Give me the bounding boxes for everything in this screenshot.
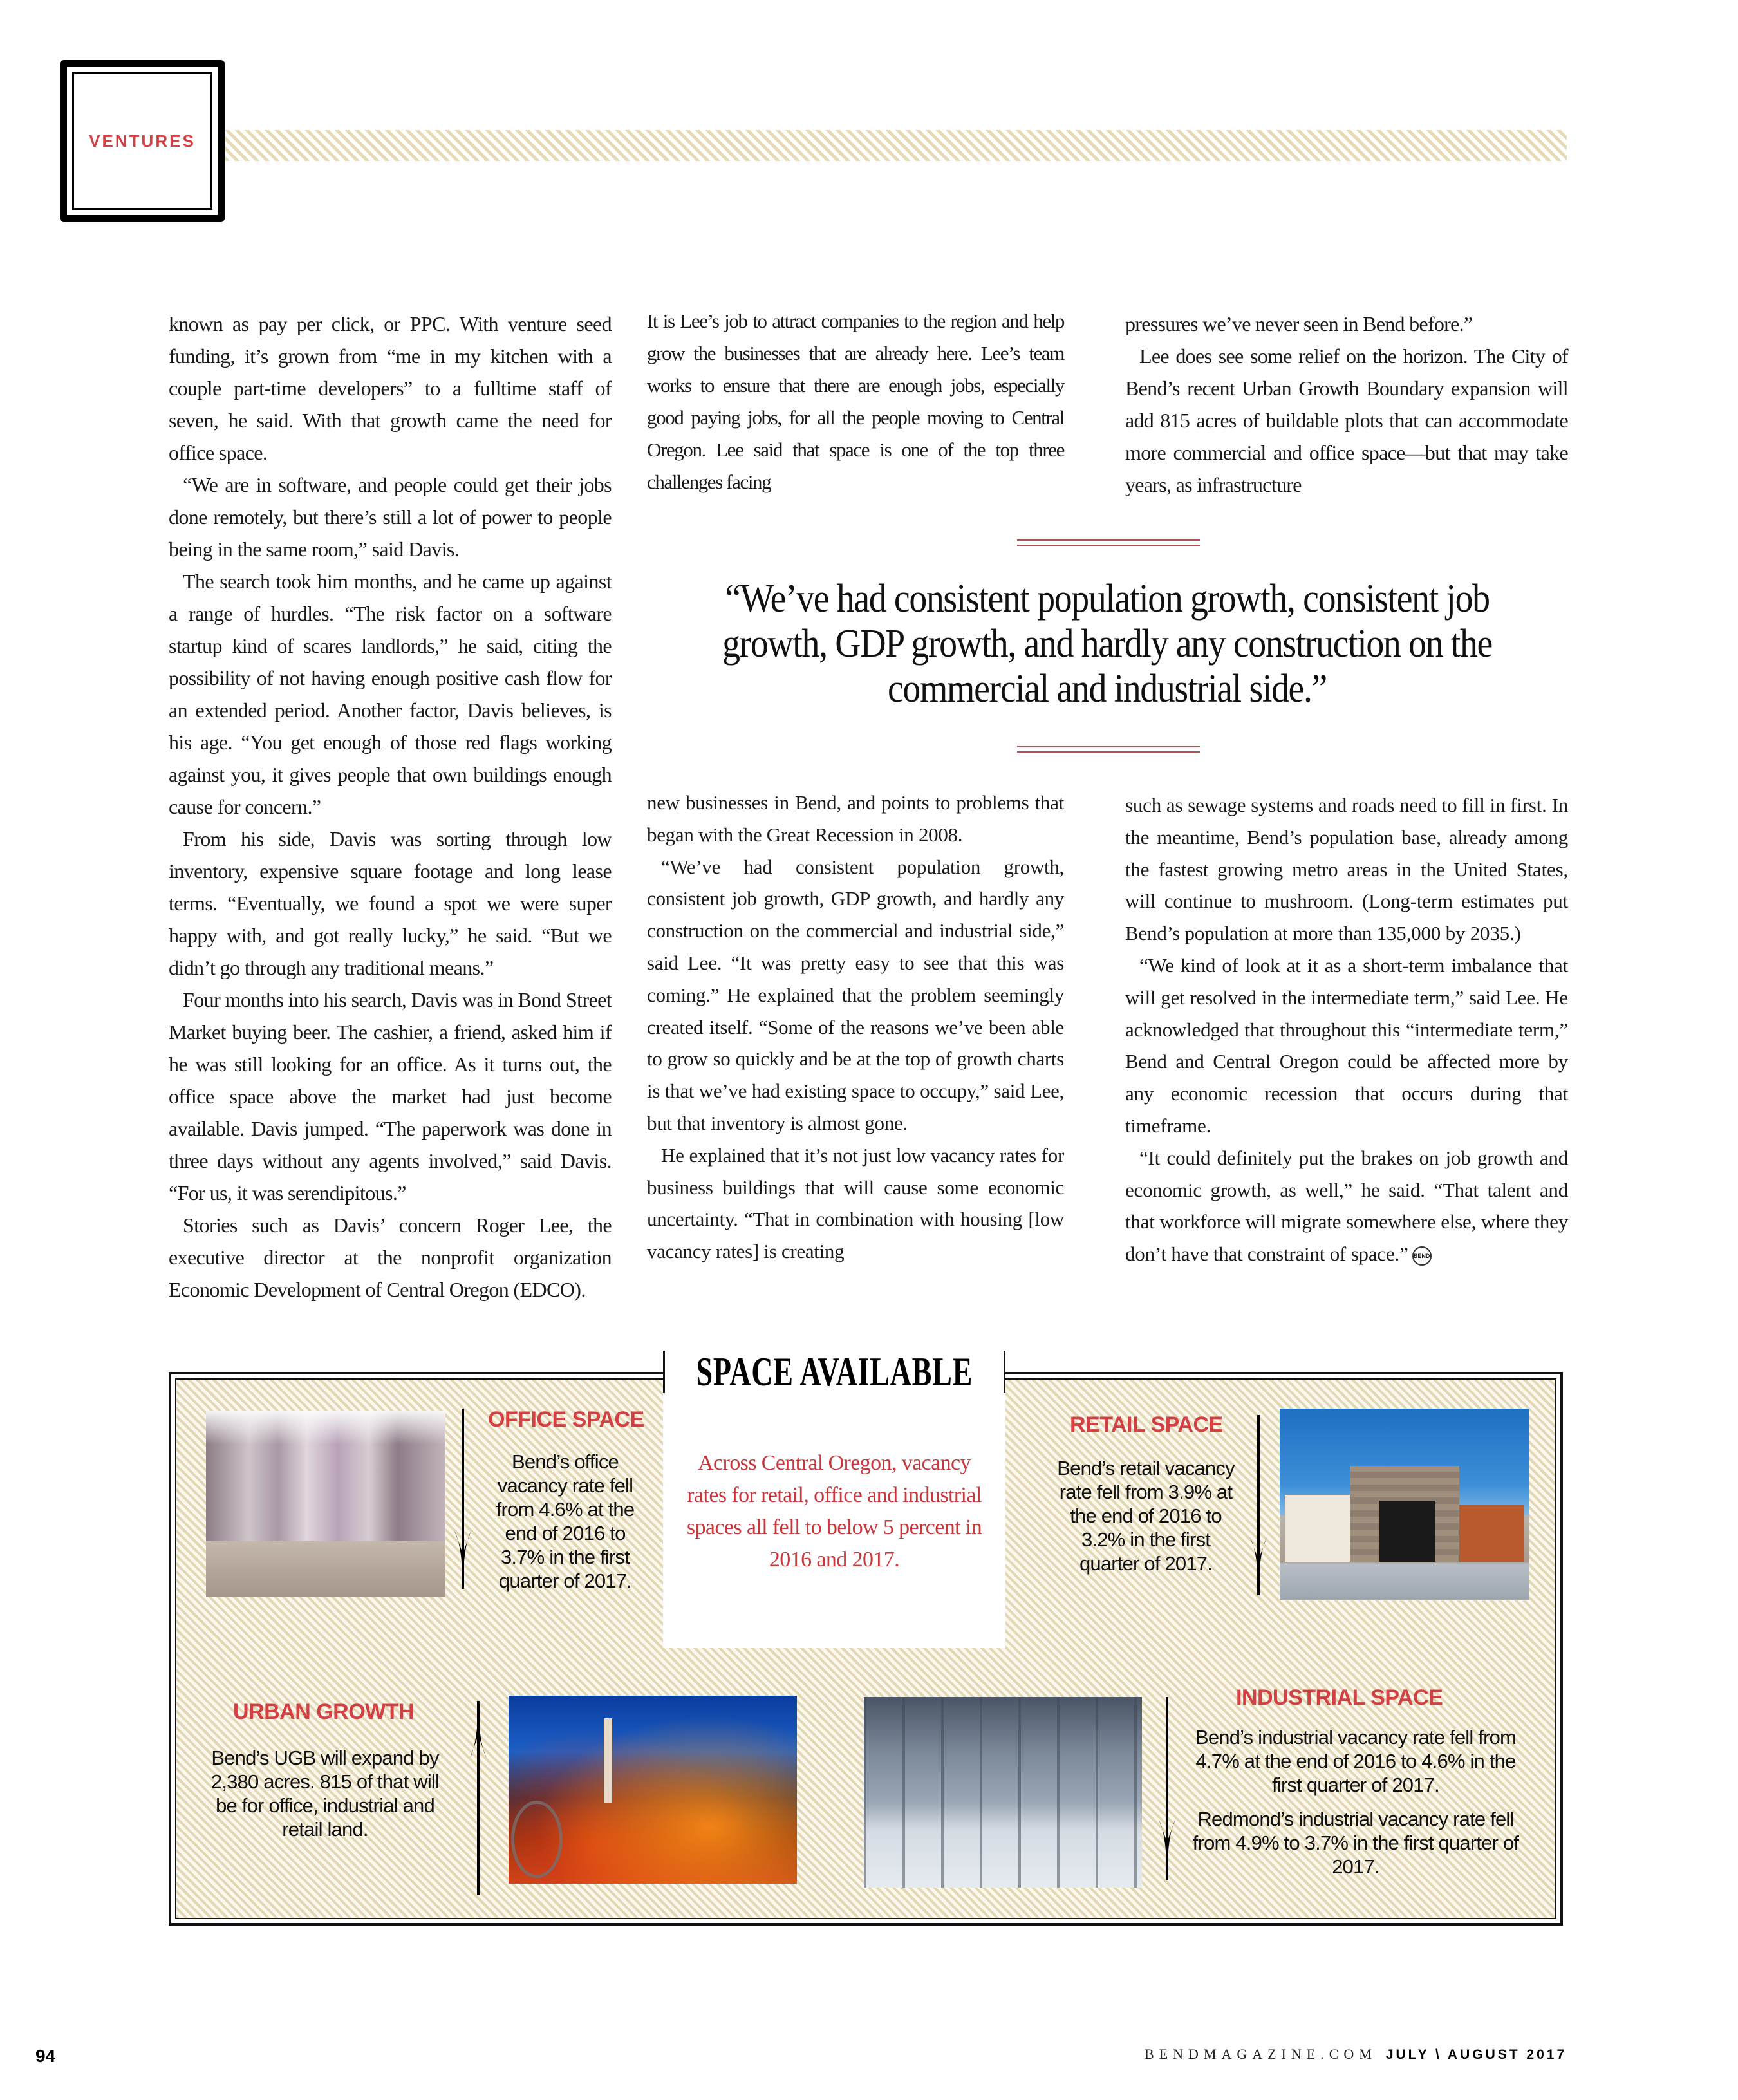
paragraph: Four months into his search, Davis was in Bond Street Market buying beer. The cashier, a friend, asked him if he was still looking for an office. As it turns out, the office space above the market had just become available. Davis jumped. “The paperwork was done in three days without any agents involved,” said Davis. “For us, it was serendipitous.” xyxy=(169,988,612,1205)
paragraph: The search took him months, and he came up against a range of hurdles. “The risk factor on a software startup kind of scares landlords,” he said, citing the possibility of not having enough positive cash flow for an extended period. Another factor, Davis believes, is his age. “You get enough of those red flags working against you, it gives people that own buildings enough cause for concern.” xyxy=(169,570,612,818)
photo-detail xyxy=(604,1718,612,1803)
industrial-space-text xyxy=(1182,1725,1529,1879)
article-column-3-top xyxy=(1125,308,1568,501)
urban-growth-heading: URBAN GROWTH xyxy=(233,1700,415,1724)
paragraph: From his side, Davis was sorting through low inventory, expensive square footage and long lease terms. “Eventually, we found a spot we were super happy with, and got really lucky,” he said. “But we didn’t go through any traditional means.” xyxy=(169,827,612,979)
article-column-2-top xyxy=(647,305,1064,498)
bend-stamp-icon xyxy=(511,1801,563,1878)
paragraph: He explained that it’s not just low vacancy rates for business buildings that will cause some economic uncertainty. “That in combination with housing [low vacancy rates] is creating xyxy=(647,1143,1064,1263)
photo-detail xyxy=(1379,1501,1434,1562)
paragraph: pressures we’ve never seen in Bend before.” xyxy=(1125,312,1473,335)
footer-issue: JULY \ AUGUST 2017 xyxy=(1385,2047,1567,2062)
photo-detail xyxy=(1459,1505,1524,1562)
retail-space-text: Bend’s retail vacancy rate fell from 3.9% at the end of 2016 to 3.2% in the first quarter of 2017. xyxy=(1057,1457,1235,1575)
industrial-space-heading: INDUSTRIAL SPACE xyxy=(1236,1685,1443,1710)
paragraph: such as sewage systems and roads need to fill in first. In the meantime, Bend’s population base, already among the fastest growing metro areas in the United States, will continue to mushroom. (Long-term estimates put Bend’s population at more than 135,000 by 2035.) xyxy=(1125,794,1568,945)
urban-photo xyxy=(509,1696,797,1884)
industrial-redmond-text: Redmond’s industrial vacancy rate fell from 4.9% to 3.7% in the first quarter of 2017. xyxy=(1192,1808,1519,1878)
section-label-inner xyxy=(72,72,212,210)
paragraph-text: “It could definitely put the brakes on job growth and economic growth, as well,” he said. “That talent and that workforce will migrate somewhere else, where they don’t have that constraint of space.” xyxy=(1125,1146,1568,1266)
article-column-2-bottom xyxy=(647,787,1064,1268)
urban-growth-text: Bend’s UGB will expand by 2,380 acres. 815 of that will be for office, industrial and retail land. xyxy=(210,1747,440,1841)
paragraph xyxy=(1125,1142,1568,1270)
paragraph: Lee does see some relief on the horizon. The City of Bend’s recent Urban Growth Boundary expansion will add 815 acres of buildable plots that can accommodate more commercial and office space—but that may take years, as infrastructure xyxy=(1125,344,1568,496)
article-column-1 xyxy=(169,308,612,1306)
office-photo xyxy=(206,1411,445,1597)
arrow-down-icon xyxy=(453,1409,472,1592)
bend-logo-end-mark-icon: BEND xyxy=(1412,1246,1432,1266)
paragraph: new businesses in Bend, and points to problems that began with the Great Recession in 2008. xyxy=(647,791,1064,846)
pullquote-rule-top xyxy=(1017,539,1200,546)
footer-site: BENDMAGAZINE.COM xyxy=(1145,2046,1377,2062)
industrial-photo xyxy=(864,1697,1142,1888)
industrial-bend-text: Bend’s industrial vacancy rate fell from 4.7% at the end of 2016 to 4.6% in the first quarter of 2017. xyxy=(1195,1726,1517,1796)
office-space-heading: OFFICE SPACE xyxy=(488,1407,644,1432)
footer-credit xyxy=(1145,2046,1567,2063)
pullquote: “We’ve had consistent population growth, consistent job growth, GDP growth, and hardly any construction on the commercial and industrial side.” xyxy=(722,577,1492,711)
article-column-3-bottom xyxy=(1125,789,1568,1270)
section-label: VENTURES xyxy=(89,131,196,151)
paragraph: It is Lee’s job to attract companies to the region and help grow the businesses that are already here. Lee’s team works to ensure that there are enough jobs, especially good paying jobs, for all the people moving to Central Oregon. Lee said that space is one of the top three challenges facing xyxy=(647,310,1064,493)
office-space-text: Bend’s office vacancy rate fell from 4.6% at the end of 2016 to 3.7% in the first quarter of 2017. xyxy=(496,1450,635,1592)
retail-photo xyxy=(1280,1409,1529,1600)
retail-space-heading: RETAIL SPACE xyxy=(1070,1412,1223,1437)
header-hatch-band xyxy=(225,130,1567,161)
pullquote-rule-bottom xyxy=(1017,746,1200,753)
page-number: 94 xyxy=(35,2046,56,2066)
paragraph: known as pay per click, or PPC. With venture seed funding, it’s grown from “me in my kitchen with a couple part-time developers” to a fulltime staff of seven, he said. With that growth came the need for office space. xyxy=(169,312,612,464)
paragraph: “We kind of look at it as a short-term imbalance that will get resolved in the intermediate term,” said Lee. He acknowledged that throughout this “intermediate term,” Bend and Central Oregon could be affected more by any economic recession that occurs during that timeframe. xyxy=(1125,953,1568,1137)
paragraph: “We’ve had consistent population growth, consistent job growth, GDP growth, and hardly any construction on the commercial and industrial side,” said Lee. “It was pretty easy to see that this was coming.” He explained that the problem seemingly created itself. “Some of the reasons we’ve been able to grow so quickly and be at the top of growth charts is that we’ve had existing space to occupy,” said Lee, but that inventory is almost gone. xyxy=(647,855,1064,1134)
infographic-title-wrap xyxy=(663,1351,1005,1393)
infographic-blurb: Across Central Oregon, vacancy rates for retail, office and industrial spaces all fell to below 5 percent in 2016 and 2017. xyxy=(686,1451,982,1571)
arrow-down-icon xyxy=(1157,1697,1177,1884)
infographic-title: SPACE AVAILABLE xyxy=(696,1349,973,1394)
arrow-up-icon xyxy=(469,1697,488,1895)
arrow-down-icon xyxy=(1249,1415,1268,1598)
paragraph: Stories such as Davis’ concern Roger Lee, the executive director at the nonprofit organization Economic Development of Central Oregon (EDCO). xyxy=(169,1214,612,1301)
photo-detail xyxy=(1285,1495,1350,1562)
section-label-box xyxy=(60,60,225,222)
paragraph: “We are in software, and people could get their jobs done remotely, but there’s still a lot of power to people being in the same room,” said Davis. xyxy=(169,473,612,561)
infographic-center-panel xyxy=(663,1351,1005,1648)
